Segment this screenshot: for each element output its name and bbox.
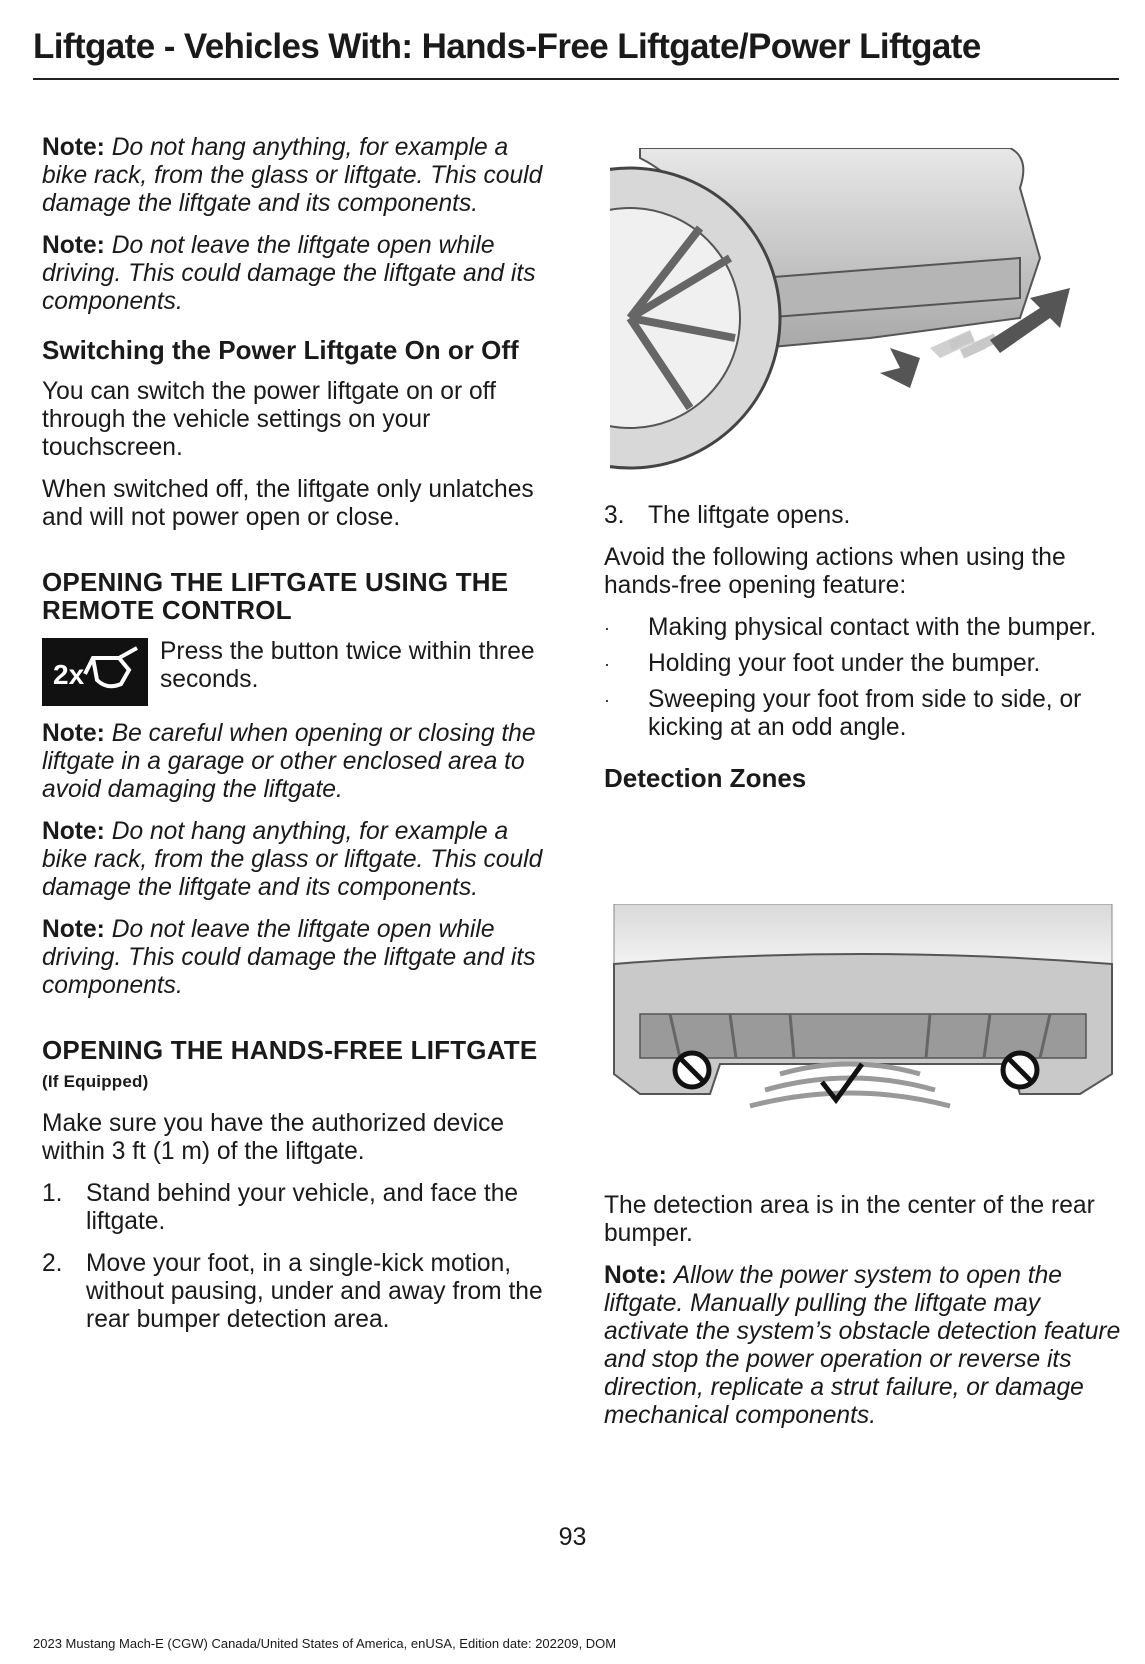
list-item bbox=[604, 650, 1124, 678]
remote-instruction-text: Press the button twice within three seconds. bbox=[160, 638, 535, 693]
section-heading: OPENING THE LIFTGATE USING THE REMOTE CONTROL bbox=[42, 567, 509, 625]
note bbox=[42, 720, 558, 804]
heading-text: OPENING THE HANDS-FREE LIFTGATE bbox=[42, 1035, 538, 1065]
note-label: Note: bbox=[42, 134, 105, 161]
footer-edition: 2023 Mustang Mach-E (CGW) Canada/United States of America, enUSA, Edition date: 202209, DOM bbox=[33, 1636, 617, 1651]
step-number: 3. bbox=[604, 502, 625, 529]
note-text: Be careful when opening or closing the liftgate in a garage or other enclosed area to avoid damaging the liftgate. bbox=[42, 720, 536, 803]
heading-suffix: (If Equipped) bbox=[42, 1072, 149, 1091]
no-zone-left-icon bbox=[675, 1053, 709, 1087]
list-item bbox=[604, 502, 1124, 530]
bullet: · bbox=[604, 690, 610, 710]
bullet-text: Sweeping your foot from side to side, or kicking at an odd angle. bbox=[648, 686, 1082, 741]
paragraph: When switched off, the liftgate only unlatches and will not power open or close. bbox=[42, 476, 534, 531]
page-number: 93 bbox=[558, 1523, 587, 1551]
bullet: · bbox=[604, 618, 610, 638]
paragraph: The detection area is in the center of the rear bumper. bbox=[604, 1192, 1095, 1247]
liftgate-remote-icon bbox=[42, 638, 148, 706]
bullet-text: Making physical contact with the bumper. bbox=[648, 614, 1097, 641]
step-text: The liftgate opens. bbox=[648, 502, 851, 529]
note-label: Note: bbox=[42, 232, 105, 259]
note-label: Note: bbox=[42, 818, 105, 845]
list-item bbox=[42, 1180, 558, 1236]
section-heading: Switching the Power Liftgate On or Off bbox=[42, 335, 519, 365]
note-text: Do not hang anything, for example a bike rack, from the glass or liftgate. This could damage the liftgate and its components. bbox=[42, 818, 543, 901]
note bbox=[42, 916, 558, 1000]
no-zone-right-icon bbox=[1003, 1053, 1037, 1087]
remote-instruction bbox=[42, 638, 558, 706]
left-column bbox=[42, 134, 558, 1348]
list-item bbox=[42, 1250, 558, 1334]
note-text: Do not hang anything, for example a bike rack, from the glass or liftgate. This could damage the liftgate and its components. bbox=[42, 134, 543, 217]
note bbox=[42, 818, 558, 902]
section-heading bbox=[42, 1036, 558, 1096]
step-text: Stand behind your vehicle, and face the liftgate. bbox=[86, 1180, 519, 1235]
note-label: Note: bbox=[42, 720, 105, 747]
paragraph: Avoid the following actions when using the hands-free opening feature: bbox=[604, 544, 1066, 599]
steps-list bbox=[604, 502, 1124, 530]
section-heading: Detection Zones bbox=[604, 763, 807, 793]
detection-zones-illustration bbox=[610, 904, 1116, 1120]
note-text: Do not leave the liftgate open while driving. This could damage the liftgate and its components. bbox=[42, 232, 536, 315]
paragraph: You can switch the power liftgate on or off through the vehicle settings on your touchscreen. bbox=[42, 378, 496, 461]
remote-icon-text: 2x bbox=[53, 659, 85, 690]
steps-list bbox=[42, 1180, 558, 1334]
list-item bbox=[604, 614, 1124, 642]
kick-motion-illustration bbox=[610, 148, 1100, 482]
list-item bbox=[604, 686, 1124, 742]
step-number: 2. bbox=[42, 1250, 63, 1277]
step-number: 1. bbox=[42, 1180, 63, 1207]
paragraph: Make sure you have the authorized device within 3 ft (1 m) of the liftgate. bbox=[42, 1110, 505, 1165]
note bbox=[42, 134, 558, 218]
note bbox=[42, 232, 558, 316]
bullet: · bbox=[604, 654, 610, 674]
note-label: Note: bbox=[42, 916, 105, 943]
bullet-text: Holding your foot under the bumper. bbox=[648, 650, 1041, 677]
note bbox=[604, 1262, 1124, 1430]
note-text: Do not leave the liftgate open while driving. This could damage the liftgate and its components. bbox=[42, 916, 536, 999]
step-text: Move your foot, in a single-kick motion, without pausing, under and away from the rear bumper detection area. bbox=[86, 1250, 543, 1333]
page-title: Liftgate - Vehicles With: Hands-Free Liftgate/Power Liftgate bbox=[33, 24, 1119, 80]
note-label: Note: bbox=[604, 1262, 667, 1289]
note-text: Allow the power system to open the liftgate. Manually pulling the liftgate may activate the system’s obstacle detection feature and stop the power operation or reverse its direction, replicate a strut failure, or damage mechanical components. bbox=[604, 1262, 1121, 1429]
avoid-list bbox=[604, 614, 1124, 742]
